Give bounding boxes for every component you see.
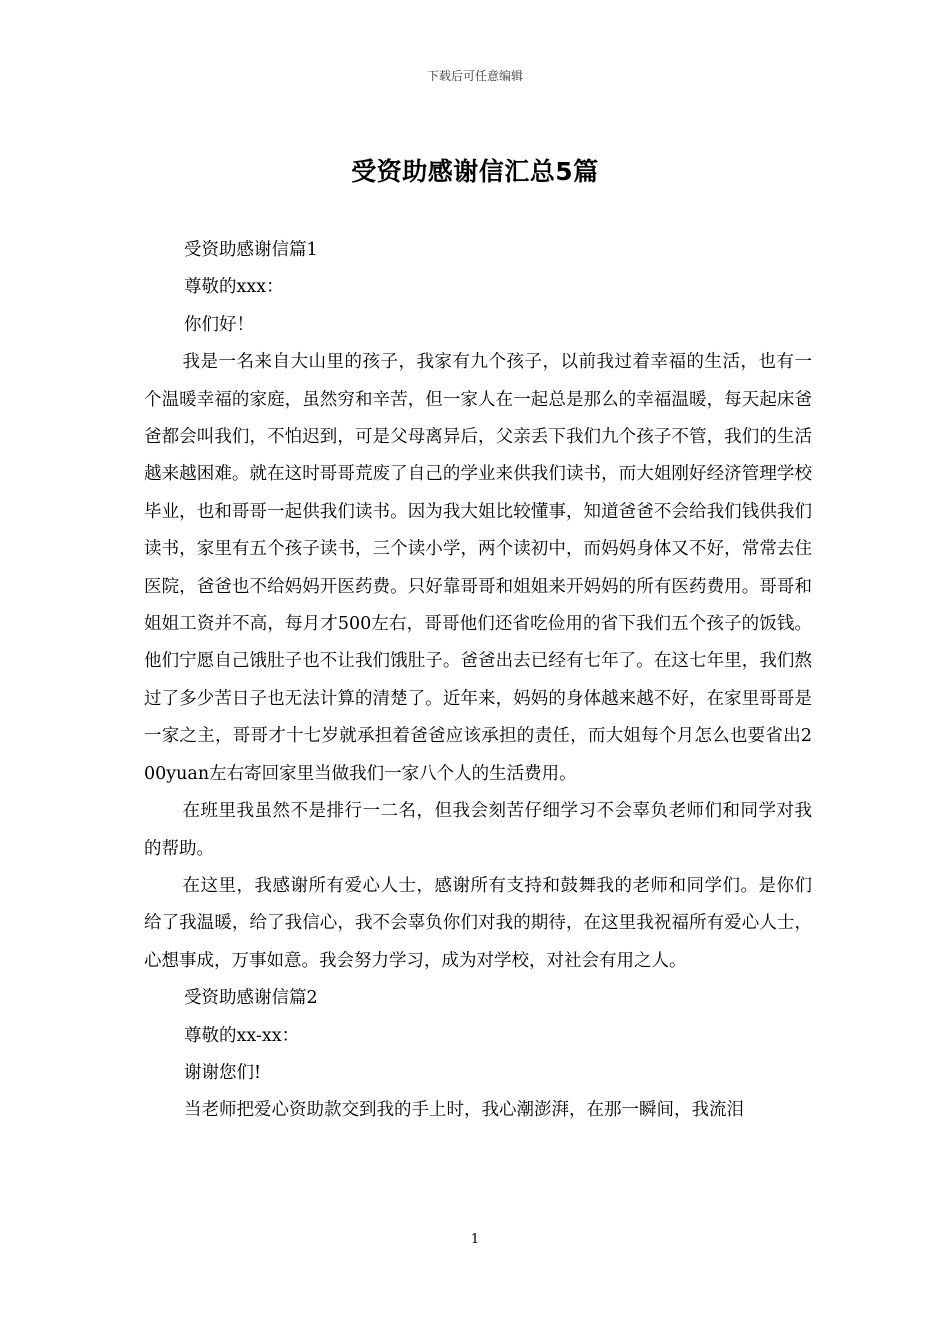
letter-1-paragraph: 在班里我虽然不是排行一二名，但我会刻苦仔细学习不会辜负老师们和同学对我的帮助。 xyxy=(144,801,812,859)
letter-1-heading: 受资助感谢信篇1 xyxy=(184,240,318,260)
letter-1-paragraph: 在这里，我感谢所有爱心人士，感谢所有支持和鼓舞我的老师和同学们。是你们给了我温暖，给了我信心，我不会辜负你们对我的期待，在这里我祝福所有爱心人士，心想事成，万事如意。我会努力学习，成为对学校，对社会有用之人。 xyxy=(144,875,812,971)
page-number: 1 xyxy=(470,1232,480,1247)
letter-1-greeting: 你们好！ xyxy=(184,314,254,335)
letter-2-paragraph: 当老师把爱心资助款交到我的手上时，我心潮澎湃，在那一瞬间，我流泪 xyxy=(184,1100,744,1121)
letter-2-heading: 受资助感谢信篇2 xyxy=(184,988,318,1009)
header-note: 下载后可任意编辑 xyxy=(426,69,523,83)
letter-2-greeting: 谢谢您们! xyxy=(184,1062,262,1083)
letter-2-salutation: 尊敬的xx-xx： xyxy=(184,1025,300,1046)
document-title: 受资助感谢信汇总5篇 xyxy=(351,157,599,186)
letter-1-salutation: 尊敬的xxx： xyxy=(184,277,284,298)
document-body xyxy=(144,232,812,1130)
letter-1-paragraph: 我是一名来自大山里的孩子，我家有九个孩子，以前我过着幸福的生活，也有一个温暖幸福的家庭，虽然穷和辛苦，但一家人在一起总是那么的幸福温暖，每天起床爸爸都会叫我们，不怕迟到，可是父母离异后，父亲丢下我们九个孩子不管，我们的生活越来越困难。就在这时哥哥荒废了自己的学业来供我们读书，而大姐刚好经济管理学校毕业，也和哥哥一起供我们读书。因为我大姐比较懂事，知道爸爸不会给我们钱供我们读书，家里有五个孩子读书，三个读小学，两个读初中，而妈妈身体又不好，常常去住医院，爸爸也不给妈妈开医药费。只好靠哥哥和姐姐来开妈妈的所有医药费用。哥哥和姐姐工资并不高，每月才500左右，哥哥他们还省吃俭用的省下我们五个孩子的饭钱。他们宁愿自己饿肚子也不让我们饿肚子。爸爸出去已经有七年了。在这七年里，我们熬过了多少苦日子也无法计算的清楚了。近年来，妈妈的身体越来越不好，在家里哥哥是一家之主，哥哥才十七岁就承担着爸爸应该承担的责任，而大姐每个月怎么也要省出200yuan左右寄回家里当做我们一家八个人的生活费用。 xyxy=(144,352,812,784)
